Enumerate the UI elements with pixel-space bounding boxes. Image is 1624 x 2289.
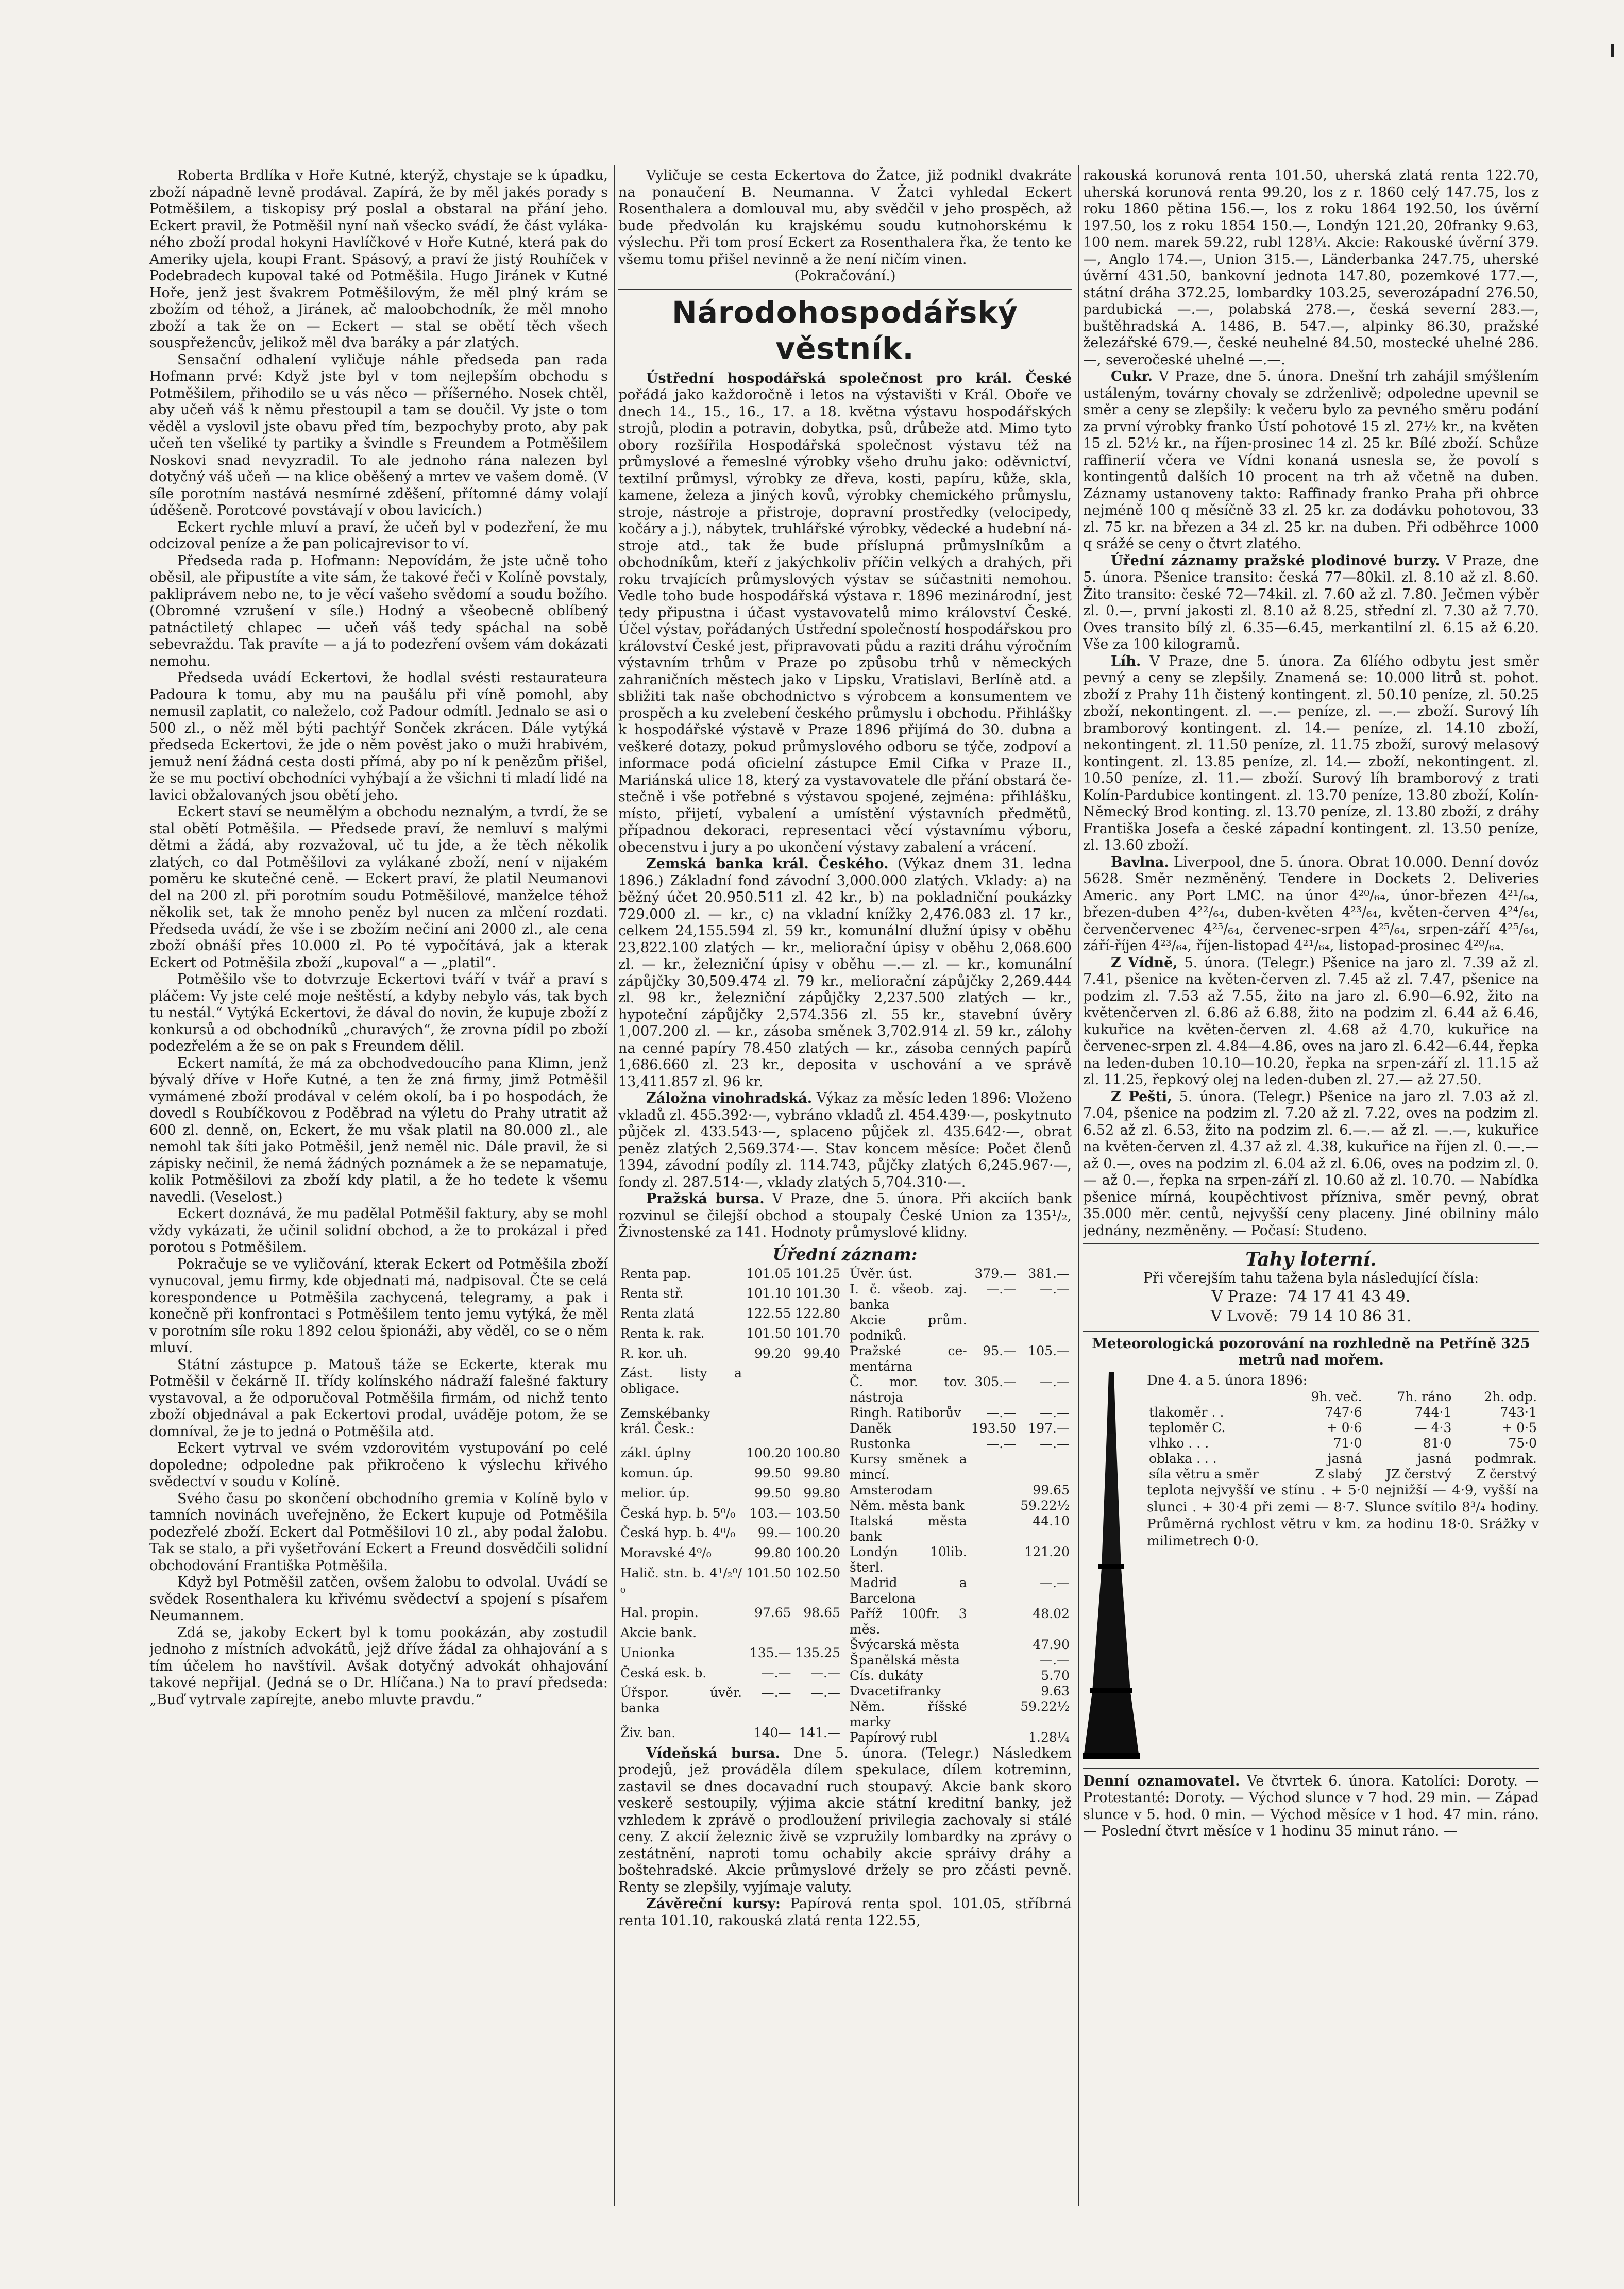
bourse-row [848,1699,1072,1730]
row-label: Něm. města bank [850,1497,965,1513]
row-value: 135.25 [795,1645,840,1660]
bourse-row [848,1637,1072,1653]
news-item-text: 5. února. (Telegr.) Pšenice na jaro zl. 7.39 až zl. 7.41, pšenice na květen-červen zl. 7.45 až zl. 7.47, pšenice na podzim zl. 7.53 až 7.55, žito na jaro zl. 6.90—6.92, žito na květenčerven zl. 6.86 až 6.88, žito na podzim zl. 6.44 až 6.46, kukuřice na květen-červen zl. 4.68 až 4.70, kukuřice na červenec-srpen zl. 4.84—4.86, oves na jaro zl. 6.42—6.44, řepka na leden-duben 10.10—10.20, řepka na srpen-září zl. 11.15 až zl. 11.25, řepkový olej na leden-duben zl. 27.— až 27.50. [1083,954,1539,1088]
row-value: —.— [1040,1374,1070,1389]
row-value: 101.10 [746,1286,791,1301]
row-label: teploměr C. [1149,1420,1226,1435]
row-value: 381.— [1028,1266,1070,1281]
bourse-row [618,1605,842,1625]
row-value: 743·1 [1500,1404,1537,1420]
bourse-row [848,1282,1072,1312]
news-item-head: Zemská banka král. Českého. [646,856,889,872]
row-value: 101.30 [795,1286,840,1301]
bourse-row [618,1266,842,1286]
row-label: Úřspor. úvěr. banka [620,1685,742,1716]
row-value: —.— [1040,1652,1070,1668]
row-value [793,1625,842,1645]
row-value: 101.50 [746,1565,791,1580]
paragraph: Sensační odhalení vyličuje náhle předseda pan rada Hofmann prvé: Když jste byl v tom nejlepším obchodu s Potměšilem, přihodilo se u vás něco — příšerného. Nosek chtěl, aby učeň váš k němu přestoupil a tam se doučil. Vy jste o tom věděl a vyslovil jste obavu před tím, bezpochyby proto, aby pak učeň ten všeliké ty partiky a švindle s Freundem a Potměšilem Noskovi snad nevyzradil. To ale jednoho rána nalezen byl dotyčný váš učeň — na klice oběšený a mrtev ve vašem domě. (V síle porotním nastává nesmírné zděšení, přítomné dámy volají úděšeně. Porotcové povstávají v obou lavicích.) [149,351,608,518]
meteo-extra: teplota nejvyšší ve stínu . + 5·0 nejnižší — 4·9, vyšší na slunci . + 30·4 při zemi — 8·7. Slunce svítilo 8³/₄ hodiny. Průměrná rychlost větru v km. za hodinu 18·0. Srážky v milimetrech 0·0. [1147,1482,1539,1549]
news-item-head: Líh. [1111,653,1141,669]
row-value: 1.28¼ [1028,1729,1070,1745]
calendar-text: Ve čtvrtek 6. února. Katolíci: Doroty. — Protestanté: Doroty. — Východ slunce v 7 hod. 29 min. — Západ slunce v 5. hod. 0 min. — Východ měsíce v 1 hod. 47 min. ráno. — Poslední čtvrt měsíce v 1 hodinu 35 minut ráno. — [1083,1773,1539,1839]
row-value: —.— [810,1685,840,1701]
row-value: JZ čerstvý [1386,1466,1452,1482]
meteo-row [1147,1420,1539,1436]
row-label: I. č. všeob. zaj. banka [850,1281,967,1312]
row-label: Rustonka [850,1436,911,1451]
row-value: 101.05 [746,1266,791,1281]
divider [618,289,1072,290]
bourse-row [848,1653,1072,1668]
paragraph: Předseda rada p. Hofmann: Nepovídám, že jste učně toho oběsil, ale připustíte a vite sám, že takové řeči v Kolíně povstaly, pakliprávem nebo ne, to je věcí vašeho svědomí a soudu božího. (Obromné vzrušení v síle.) Hodný a všeobecně oblíbený patnáctiletý chlapec — učeň váš tedy spáchal na sobě sebevraždu. Tak pravíte — a já to podezření ovšem vám dokázati nemohu. [149,552,608,669]
row-label: Švýcarská města [850,1637,960,1652]
bourse-row [848,1684,1072,1699]
paragraph: Eckert staví se neumělým a obchodu neznalým, a tvrdí, že se stal obětí Potměšila. — Předsede praví, že nemluví s malými dětmi a žádá, aby rozvažoval, uč tu jde, a že těch několik zlatých, co dal Potměšilovi za vylákané zboží, není v nijakém poměru ke skutečné ceně. — Eckert praví, že platil Neumanovi del na 200 zl. při porotním soudu Potměšilové, manželce téhož několik set, tak že mnoho peněz byl nucen za mlčení rozdati. Předseda uvádí, že vše i se zbožím nečiní ani 2000 zl., ale cena zboží obnáší přes 10.000 zl. Po té vypočítává, jak a kterak Eckert od Potměšila zboží „kupoval“ a — „platil“. [149,804,608,971]
row-value: 379.— [974,1266,1017,1281]
row-label: Úvěr. úst. [850,1266,913,1281]
row-value: 99.20 [754,1345,791,1361]
row-label: Akcie bank. [620,1625,697,1640]
bourse-row [848,1374,1072,1405]
news-item-text: Výkaz za měsíc leden 1896: Vloženo vkladů zl. 455.392·—, vybráno vkladů zl. 454.439·—, poskytnuto půjček zl. 433.543·—, splaceno půjček zl. 435.642·—, obrat peněz zlatých 2,569.374·—. Stav koncem měsíce: Počet členů 1394, závodní podíly zl. 114.743, půjčky zlatých 6,245.967·—, fondy zl. 287.514·—, vklady zlatých 5,704.310·—. [618,1090,1072,1190]
bourse-row [848,1544,1072,1575]
paragraph: Eckert rychle mluví a praví, že učeň byl v podezření, že mu odcizoval peníze a že pan policajrevisor to ví. [149,519,608,552]
bourse-row [618,1506,842,1526]
news-item [618,1896,1072,1929]
row-value: 101.25 [795,1266,840,1281]
news-item-text: V Praze, dne 5. února. Za 6líého odbytu jest směr pevný a ceny se zlepšily. Znamená se: 10.000 litrů st. pohot. zboží z Prahy 11h čistený kontingent. zl. 50.10 peníze, zl. 50.25 zboží, nekontingent. zl. —.— peníze, zl. —.— zboží. Surový líh bramborový kontingent. zl. 14.— peníze, zl. 14.10 zboží, nekontingent. zl. 11.50 peníze, zl. 11.75 zboží, surový melasový kontingent. zl. 13.85 peníze, zl. 14.— zboží, nekontingent. zl. 10.50 peníze, zl. 11.— zboží. Surový líh bramborový z trati Kolín-Pardubice kontingent. zl. 13.70 peníze, 13.80 zboží, Kolín-Německý Brod konting. zl. 13.70 peníze, zl. 13.80 zboží, z dráhy Františka Josefa a české západní kontingent. zl. 13.50 peníze, zl. 13.60 zboží. [1083,653,1539,853]
row-value: 59.22½ [1020,1497,1070,1513]
row-value: 99.80 [754,1545,791,1560]
meteo-col-head: 2h. odp. [1484,1389,1537,1404]
row-value: 99.50 [754,1466,791,1480]
row-label: tlakoměr . . [1149,1404,1224,1420]
row-value [969,1637,1018,1653]
bourse-row [618,1486,842,1506]
paragraph: Roberta Brdlíka v Hoře Kutné, kterýž, chystaje se k úpadku, zboží nápadně levně prodával. Zapírá, že by měl jakés porady s Potměšilem, a tiskopisy prý poslal a obstaral na přání jeho. Eckert pravil, že Potměšil nyní naň všecko svádí, že část vylákaného zboží prodal hokyni Havlíčkové v Hoře Kutné, která pak do Ameriky ujela, koupi Frant. Spásový, a praví že jistý Rouhíček v Podebradech kupoval také od Potměšila. Hugo Jiránek v Kutné Hoře, jenž jest švakrem Potměšilovým, že měl plný krám se zbožím od téhož, a Jiránek, ač maloobchodník, že měl mnoho zboží a tak že on — Eckert — stal se obětí těch všech souspřežencův, jelikož měl dva baráky a pár zlatých. [149,167,608,351]
row-value: 122.80 [795,1306,840,1321]
bourse-table-left [618,1266,842,1745]
row-value: —.— [1040,1436,1070,1451]
row-value [969,1699,1018,1730]
column-rule-2 [1078,165,1079,2206]
news-item [618,1090,1072,1191]
bourse-row [848,1498,1072,1513]
meteo-col-head: 9h. več. [1311,1389,1362,1404]
row-label: Renta zlatá [620,1306,695,1321]
row-value: 105.— [1028,1343,1070,1358]
news-item-head: Pražská bursa. [646,1191,765,1207]
lottery-title: Tahy loterní. [1245,1249,1377,1270]
row-value [744,1366,793,1406]
bourse-tables [618,1266,1072,1745]
bourse-row [848,1452,1072,1483]
news-item-text: V Praze, dne 5. února. Při akciích bank rozvinul se čilejší obchod a stoupaly České Union za 135¹/₂, Živnostenské za 141. Hodnoty průmyslové klidny. [618,1191,1072,1240]
row-value [969,1575,1018,1606]
row-label: Česká esk. b. [620,1665,707,1680]
paragraph: Státní zástupce p. Matouš táže se Eckerte, kterak mu Potměšil v čekárně II. třídy kolínského nádraží falešné faktury vystavoval, a že odporučoval Potměšila firmám, od nichž tento zboží objednával a pak Eckertovi prodal, uváděje potom, že se domníval, že je to jedná o Potměšila atd. [149,1356,608,1440]
row-value: 47.90 [1033,1637,1070,1652]
news-item-head: Z Vídně, [1111,954,1178,971]
row-label: R. kor. uh. [620,1345,688,1361]
row-value: —.— [761,1665,791,1680]
news-item-head: Ústřední hospodářská společnost pro král. České [646,370,1072,386]
bourse-row [618,1685,842,1725]
row-label: Zemskébanky král. Česk.: [620,1405,711,1436]
row-label: Renta k. rak. [620,1325,705,1341]
row-value: 744·1 [1414,1404,1452,1420]
row-value: 103.50 [795,1505,840,1521]
lottery-city: V Lvově: [1210,1307,1278,1325]
bourse-row [618,1566,842,1606]
news-item-text: 5. února. (Telegr.) Pšenice na jaro zl. 7.03 až zl. 7.04, pšenice na podzim zl. 7.20 až zl. 7.22, oves na podzim zl. 6.52 až zl. 6.53, žito na podzim zl. 6.—.— až zl. —.—, kukuřice na květen-červen zl. 4.37 až zl. 4.38, kukuřice na říjen zl. 0.—.— až 0.—, oves na podzim zl. 6.04 až zl. 6.06, oves na podzim zl. 0.— až 0.—, řepka na srpen-září zl. 10.60 až zl. 10.70. — Nabídka pšenice mírná, koupěchtivost přízniva, směr pevný, obrat 35.000 měr. centů, nejvyšší ceny placeny. Jiné obilniny málo jednány, nezměněny. — Počasí: Studeno. [1083,1088,1539,1239]
row-value: —.— [761,1685,791,1701]
row-value [744,1625,793,1645]
row-label: Hal. propin. [620,1605,699,1621]
row-value [969,1483,1018,1498]
row-value: 99.80 [803,1485,840,1501]
lottery-subtitle: Při včerejším tahu tažena byla následující čísla: [1143,1270,1479,1286]
row-label: Renta stř. [620,1286,684,1301]
row-value: 99.65 [1033,1482,1070,1497]
bourse-row [848,1343,1072,1374]
row-value: —.— [1040,1575,1070,1590]
row-label: Česká hyp. b. 4⁰/₀ [620,1525,736,1541]
row-value [969,1513,1018,1544]
paragraph: Když byl Potměšil zatčen, ovšem žalobu to odvolal. Uvádí se svědek Rosenthalera ku křivému svědectví a spojení s písařem Neumannem. [149,1574,608,1624]
row-label: Zást. listy a obligace. [620,1366,742,1396]
row-value: Z čerstvý [1476,1466,1537,1482]
row-label: Akcie prům. podniků. [850,1312,967,1343]
row-value: 193.50 [971,1420,1017,1436]
divider [1083,1331,1539,1332]
row-label: komun. úp. [620,1466,694,1480]
news-item [1083,653,1539,854]
news-item [618,371,1072,856]
news-item-head: Z Pešti, [1111,1088,1172,1105]
news-item-text: Liverpool, dne 5. února. Obrat 10.000. Denní dovóz 5628. Směr nezměněný. Tendere in Dockets 2. Deliveries Americ. any Port LMC. na únor 4²⁰/₆₄, únor-březen 4²¹/₆₄, březen-duben 4²²/₆₄, duben-květen 4²³/₆₄, květen-červen 4²⁴/₆₄, červenčervenec 4²⁵/₆₄, červenec-srpen 4²⁵/₆₄, srpen-září 4²⁵/₆₄, září-říjen 4²³/₆₄, říjen-listopad 4²¹/₆₄, listopad-prosinec 4²⁰/₆₄. [1083,854,1539,954]
row-value: —.— [986,1436,1017,1451]
meteo-title: Meteorologická pozorování na rozhledně na Petříně 325 metrů nad mořem. [1092,1335,1530,1368]
row-value: 44.10 [1033,1513,1070,1528]
row-label: Halič. stn. b. 4¹/₂⁰/₀ [620,1565,742,1596]
row-label: Renta pap. [620,1266,691,1281]
row-value: 5.70 [1041,1668,1070,1683]
bourse-row [618,1545,842,1566]
bourse-row [618,1286,842,1306]
news-item-head: Záložna vinohradská. [646,1090,813,1106]
row-value: 100.80 [795,1445,840,1461]
row-value: 100.20 [746,1445,791,1461]
row-value: — 4·3 [1414,1420,1452,1435]
row-label: Londýn 10lib. šterl. [850,1544,967,1575]
news-item [618,856,1072,1090]
news-item [618,1191,1072,1241]
meteo-corner [1147,1389,1293,1405]
news-item-text: V Praze, dne 5. února. Dnešní trh zahájil smýšlením ustáleným, továrny chovaly se zdrženlivě; odpoledne upevnil se směr a ceny se zlepšily: k večeru bylo za pevného směru podání za první výrobky franko Ústí pohotové 15 zl. 27½ kr., na květen 15 zl. 52½ kr., na říjen-prosinec 14 zl. 25 kr. Bílé zboží. Schůze raffinerií včera ve Vídni konaná usnesla se, že povolí s kontingentů dalších 10 procent na trh až včetně na duben. Záznamy ustanoveny takto: Raffinady franko Praha při ohbrce nejméně 100 q měsíčně 33 zl. 25 kr. za dodávku pohotovou, 33 zl. 75 kr. na březen a 34 zl. 25 kr. na duben. Při odběhrce 1000 q srážé se ceny o čtvrt zlatého. [1083,368,1539,552]
row-value [969,1668,1018,1684]
bourse-row [848,1668,1072,1684]
news-item-head: Závěreční kursy: [646,1896,781,1912]
market-sections [1083,368,1539,1239]
row-value [969,1653,1018,1668]
row-label: Ringh. Ratiborův [850,1405,961,1420]
economy-sections [618,371,1072,1241]
news-item-text: (Výkaz dnem 31. ledna 1896.) Základní fond závodní 3,000.000 zlatých. Vklady: a) na běžný účet 20.950.511 zl. 42 kr., b) na pokladniční poukázky 729.000 zl. — kr., c) na vkladní knížky 2,476.083 zl. 17 kr., celkem 24,155.594 zl. 59 kr., komunální dlužní úpisy v oběhu 23,822.100 zlatých — kr., meliorační úpisy v oběhu 2,068.600 zl. — kr., železniční úpisy v oběhu —.— zl. — kr., komunální zápůjčky 30,509.474 zl. 79 kr., meliorační zápůjčky 2,269.444 zl. 98 kr., železniční zápůjčky 2,237.500 zlatých — kr., hypoteční zápůjčky 2,574.356 zl. 55 kr., stavební úvěry 1,007.200 zl. — kr., zásoba směnek 3,702.914 zl. 59 kr., zálohy na cenné papíry 78.450 zlatých — kr., zásoba cenných papírů 1,686.660 zl. 23 kr., deposita v uschování a ve správě 13,411.857 zl. 96 kr. [618,856,1072,1090]
row-value: 71·0 [1333,1435,1362,1451]
divider [1083,1768,1539,1769]
news-item-text: V Praze, dne 5. února. Pšenice transito: česká 77—80kil. zl. 8.10 až zl. 8.60. Žito transito: české 72—74kil. zl. 7.60 až zl. 7.80. Ječmen výběr zl. 0.—, první jakosti zl. 8.10 až 8.25, střední zl. 7.30 až 7.70. Oves transito bílý zl. 6.35—6.45, merkantilní zl. 6.15 až 6.20. Vše za 100 kilogramů. [1083,552,1539,652]
row-value: 135.— [749,1645,791,1660]
row-value: 97.65 [754,1605,791,1621]
economy-bottom-sections [618,1745,1072,1930]
row-value: 100.20 [795,1545,840,1560]
row-label: Kursy směnek a mincí. [850,1451,967,1482]
news-item-text: pořádá jako každoročně i letos na výstavišti v Král. Oboře ve dnech 14., 15., 16., 17. a 18. května výstavu hospodářských strojů, plodin a potravin, dobytka, psů, drůbeže atd. Mimo tyto obory rozšířila Hospodářská společnost výstavu též na průmyslové a řemeslné výrobky všeho druhu jako: oděvnictví, textilní průmysl, výrobky ze dřeva, kosti, papíru, kůže, skla, kamene, železa a jiných kovů, výrobky chemického průmyslu, stroje, nástroje a přistroje, dopravní prostředky (velocipedy, kočáry a j.), nábytek, truhlářské výrobky, vědecké a hudební nástroje atd., tak že bude příslupná průmyslníkům a obchodníkům, kteří z jakýchkoliv příčin velkých a drahých, při roku trvajících průmyslových výstav se súčastniti nemohou. Vedle toho bude hospodářská výstava r. 1896 mezinárodní, jest tedy připustna i účast vystavovatelů mimo království České. Účel výstav, pořádaných Ústřední společností hospodářskou pro království České jest, připravovati půdu a raziti dráhu výročním výstavním trhům v Praze po způsobu trhů v německých zahraničních městech jako v Lipsku, Vratislavi, Berlíně atd. a sbližiti tak naše obchodnictvo s výrobcem a konsumentem ve prospěch a ku zvelebení českého průmyslu i obchodu. Přihlášky k hospodářské výstavě v Praze 1896 přijímá do 30. dubna a veškeré dotazy, pokud průmyslového odboru se týče, zodpoví a informace podá oficielní zástupce Emil Cifka v Praze II., Mariánská ulice 18, který za vystavovatele dle přání obstará čestečně i vše potřebné s výstavou spojené, zejména: přihlášku, místo, přijetí, vybalení a umístění výstavních předmětů, případnou dekoraci, representaci věcí výstavnímu výboru, obecenstvu i jury a po ukončení výstavy zabalení a vrácení. [618,387,1072,855]
row-label: Španělská města [850,1652,960,1668]
row-label: Živ. ban. [620,1725,676,1740]
row-value: 140— [753,1725,791,1740]
row-label: Č. mor. tov. nástroja [850,1374,967,1405]
meteo-row [1147,1405,1539,1420]
column-economy [618,167,1072,2208]
bourse-row [848,1575,1072,1606]
row-value [969,1684,1018,1699]
row-value: 121.20 [1024,1544,1070,1559]
bourse-row [848,1421,1072,1436]
bourse-row [618,1445,842,1466]
row-value: 101.50 [746,1325,791,1341]
meteo-date: Dne 4. a 5. února 1896: [1147,1372,1308,1388]
meteo-block [1083,1372,1539,1764]
news-item-head: Bavlna. [1111,854,1169,870]
meteo-row [1147,1451,1539,1467]
row-value: 122.55 [746,1306,791,1321]
row-value: Z slabý [1315,1466,1362,1482]
row-label: Paříž 100fr. 3 měs. [850,1606,967,1637]
column-court-report [149,167,608,2208]
row-value: 9.63 [1041,1683,1070,1698]
bourse-table-right [848,1266,1072,1745]
row-label: melior. úp. [620,1485,690,1501]
row-value: 197.— [1028,1420,1070,1436]
row-value: —.— [810,1665,840,1680]
paragraph: Eckert doznává, že mu padělal Potměšil faktury, aby se mohl vždy vykázati, že učinil solidní obchod, a že to prokázal i před porotou s Potměšilem. [149,1206,608,1255]
row-value: —.— [986,1281,1017,1297]
bourse-row [848,1730,1072,1745]
meteo-header-row [1147,1389,1539,1405]
bourse-row [618,1645,842,1665]
bourse-row [848,1405,1072,1421]
row-label: Unionka [620,1645,675,1660]
meteo-row [1147,1467,1539,1482]
row-value: 48.02 [1033,1606,1070,1621]
row-label: Italská města bank [850,1513,967,1544]
row-value [969,1498,1018,1513]
bourse-row [618,1406,842,1446]
news-item [1083,955,1539,1089]
row-value [744,1406,793,1446]
news-item-text: Dne 5. února. (Telegr.) Následkem prodejů, jež prováděla dílem spekulace, dílem kotreminn, zastavil se dnes docavadní ruch stoupavý. Akcie bank skoro veskerě sestoupily, výjima akcie státní kreditní banky, jež vzhledem k zprávě o prodloužení privilegia zachovaly si stálé ceny. Z akcií železnic živě se vzpružily lombardky na zprávy o zestátnění, naproti tomu ochabily akcie spráivy dráhy a boštehradské. Akcie průmyslové držely se pro zčásti pevně. Renty se zlepšily, vyjímaje valuty. [618,1745,1072,1895]
meteo-data [1147,1372,1539,1764]
paragraph: Vyličuje se cesta Eckertova do Žatce, již podnikl dvakráte na ponaučení B. Neumanna. V Žatci vyhledal Eckert Rosenthalera a domlouval mu, aby svědčil v jeho prospěch, až bude předvolán ku krajskému soudu kutnohorskému k výslechu. Při tom prosí Eckert za Rosenthalera řka, že tento ke všemu tomu přišel nevinně a že není ničím vinen. [618,167,1072,267]
news-item [618,1745,1072,1896]
lottery-numbers: 79 14 10 86 31. [1288,1307,1412,1325]
row-value: 99.— [757,1525,791,1541]
row-value: 59.22½ [1020,1698,1070,1714]
bourse-row [848,1483,1072,1498]
bourse-row [618,1625,842,1645]
news-item [1083,368,1539,553]
row-value [1018,1452,1072,1483]
row-value: —.— [1040,1281,1070,1297]
paragraph: Svého času po skončení obchodního gremia v Kolíně bylo v tamních novinách uveřejněno, že Eckert kupuje od Potměšila podezřelé zboží. Eckert dal Potměšilovi 10 zl., aby podal žalobu. Tak se stalo, a při vyšetřování Eckert a Freund dosvědčili solidní obchodování Františka Potměšila. [149,1490,608,1574]
row-label: Madrid a Barcelona [850,1575,967,1606]
news-item-text: Papírová renta spol. 101.05, stříbrná renta 101.10, rakouská zlatá renta 122.55, [618,1896,1072,1929]
lottery-numbers: 74 17 41 43 49. [1287,1287,1411,1306]
row-value: 81·0 [1423,1435,1452,1451]
bourse-row [848,1266,1072,1282]
row-value: 75·0 [1508,1435,1537,1451]
row-value: —.— [1040,1405,1070,1420]
row-value: 99.40 [803,1345,840,1361]
paragraph: Potměšilo vše to dotvrzuje Eckertovi tváří v tvář a praví s pláčem: Vy jste celé moje neštěstí, a kdyby nebylo vás, tak bych tu nestál.“ Vytýká Eckertovi, že dával do novin, že kupuje zboží z konkursů a od obchodníků „churavých“, že zrovna pídil po zboží podezřelém a že se on pak s Freundem dělil. [149,971,608,1054]
row-value: 98.65 [803,1605,840,1621]
bourse-row [618,1525,842,1545]
paragraph: rakouská korunová renta 101.50, uherská zlatá renta 122.70, uherská korunová renta 99.20, los z r. 1860 celý 147.75, los z roku 1860 pětina 156.—, los z roku 1864 192.50, los úvěrní 197.50, los z roku 1854 150.—, Londýn 121.20, 20franky 9.63, 100 nem. marek 59.22, rubl 128¼. Akcie: Rakouské úvěrní 379.—, Anglo 174.—, Union 315.—, Länderbanka 247.75, uherské úvěrní 431.50, bankovní jednota 147.80, pozemkové 177.—, státní dráha 372.25, lombardky 103.25, severozápadní 276.50, pardubická —.—, polabská 278.—, česká severní 283.—, buštěhradská A. 1486, B. 547.—, alpinky 86.30, pražské železářské 679.—, české neuhelné 84.50, mostecké uhelné 286.—, severočeské uhelné —.—. [1083,167,1539,368]
paragraph: Předseda uvádí Eckertovi, že hodlal svésti restaurateura Padoura k tomu, aby mu na paušálu při víně pomohl, aby nemusil zaplatit, co naleželo, což Padour odmítl. Jednalo se asi o 500 zl., o něž měl býti pachtýř Sonček zkrácen. Dále vytýká předseda Eckertovi, že jde o něm pověst jako o muži hrabivém, jemuž není žádná cesta dosti přímá, aby po ní k penězům přišel, že se mu poctiví obchodníci vyhýbají a že všichni ti mladí lidé na lavici obžalovaných jsou obětí jeho. [149,670,608,803]
row-value [969,1452,1018,1483]
petrin-tower-illustration [1083,1372,1140,1764]
paragraph: Zdá se, jakoby Eckert byl k tomu pookázán, aby zostudil jednoho z místních advokátů, jejž dříve žádal za ohhajování a s tím účelem ho navštívil. Avšak dotyčný advokát ohhajování takové nepřijal. (Jedná se o Dr. Hlíčana.) Na to praví předseda: „Buď vytrvale zapírejte, anebo mluvte pravdu.“ [149,1624,608,1708]
bourse-row [618,1346,842,1366]
row-label: Cís. dukáty [850,1668,923,1683]
row-label: Dvacetifranky [850,1683,941,1698]
row-value: 103.— [749,1505,791,1521]
meteo-row [1147,1436,1539,1451]
row-value: jasná [1417,1451,1452,1466]
row-value: jasná [1327,1451,1362,1466]
bourse-row [618,1366,842,1406]
page-edge-mark [1611,44,1614,57]
row-label: oblaka . . . [1149,1451,1217,1466]
bourse-row [848,1436,1072,1452]
meteo-col-head: 7h. ráno [1397,1389,1452,1404]
bourse-row [618,1665,842,1686]
continuation-note: (Pokračování.) [794,268,896,284]
row-label: Česká hyp. b. 5⁰/₀ [620,1505,736,1521]
bourse-row [618,1326,842,1346]
calendar-head: Denní oznamovatel. [1083,1773,1240,1789]
row-value [969,1730,1018,1745]
row-value: 101.70 [795,1325,840,1341]
row-value [969,1312,1018,1343]
row-value: + 0·6 [1326,1420,1362,1435]
row-label: Moravské 4⁰/₀ [620,1545,712,1560]
row-value [1018,1312,1072,1343]
row-label: Papírový rubl [850,1729,937,1745]
row-value [969,1544,1018,1575]
bourse-row [618,1466,842,1486]
row-label: síla větru a směr [1149,1466,1259,1482]
row-label: Něm. říšské marky [850,1698,967,1729]
paragraph: Eckert namítá, že má za obchodvedoucího pana Klimn, jenž bývalý dříve v Hoře Kutné, a ten že zná firmy, jimž Potměšil vymámené zboží prodával v celém okolí, ba i po hospodách, že dovedl s Roubíčkovou z Poděbrad na výletu do Prahy utratit až 600 zl. denně, on, Eckert, že mu však platil na 80.000 zl., ale nemohl tak šíti jako Potměšil, jenž neměl nic. Dále pravil, že si zápisky nečinil, že nemá žádných poznámek a že se nepamatuje, kolik Potměšilovi za zboží kdy platil, a že ho tedete k všemu navedli. (Veselost.) [149,1055,608,1205]
row-label: vlhko . . . [1149,1435,1209,1451]
row-label: Daněk [850,1420,891,1436]
row-label: zákl. úplny [620,1445,691,1461]
row-value: 102.50 [795,1565,840,1580]
row-value: + 0·5 [1501,1420,1537,1435]
bourse-row [618,1306,842,1326]
row-value: 99.50 [754,1485,791,1501]
column-markets [1083,167,1539,2208]
bourse-table-title: Úřední záznam: [772,1244,918,1264]
paragraph: Pokračuje se ve vyličování, kterak Eckert od Potměšila zboží vynucoval, jemu firmy, kde objednati má, nadpisoval. Čte se celá korespondence u Potměšila zachycená, telegramy, a pak i konečně při konfrontaci s Potměšilem tento jemu vytýká, že měl v porotním síle roku 1892 celou špionáži, aby věděl, co se o něm mluví. [149,1256,608,1356]
row-value: 99.80 [803,1466,840,1480]
row-value: 100.20 [795,1525,840,1541]
row-label: Amsterodam [850,1482,933,1497]
column-rule-1 [614,165,615,2206]
row-value: 305.— [974,1374,1017,1389]
row-value: 747·6 [1325,1404,1362,1420]
bourse-row [848,1513,1072,1544]
divider [1083,1243,1539,1244]
news-item-head: Cukr. [1111,368,1153,384]
row-value: 141.— [799,1725,840,1740]
row-value [969,1606,1018,1637]
paragraph: Eckert vytrval ve svém vzdorovitém vystupování po celé dopoledne; odpoledne pak přikročeno k výslechu křivého svědectví v soudu v Kolíně. [149,1440,608,1490]
lottery-city: V Praze: [1211,1287,1277,1306]
row-value [793,1366,842,1406]
row-value: 95.— [983,1343,1017,1358]
news-item-head: Vídeňská bursa. [646,1745,780,1761]
lottery-row-lviv [1083,1307,1539,1326]
bourse-row [618,1725,842,1745]
calendar-notice [1083,1773,1539,1840]
row-label: Pražské cementárna [850,1343,967,1374]
bourse-row [848,1606,1072,1637]
row-value [793,1406,842,1446]
news-item [1083,553,1539,653]
news-item [1083,854,1539,955]
news-item [1083,1089,1539,1240]
row-value: —.— [986,1405,1017,1420]
news-item-head: Úřední záznamy pražské plodinové burzy. [1111,552,1440,569]
bourse-row [848,1312,1072,1343]
meteo-table [1147,1389,1539,1482]
row-value: podmrak. [1475,1451,1537,1466]
lottery-row-prague [1083,1287,1539,1307]
section-headline: Národohospodářský věstník. [672,294,1018,366]
